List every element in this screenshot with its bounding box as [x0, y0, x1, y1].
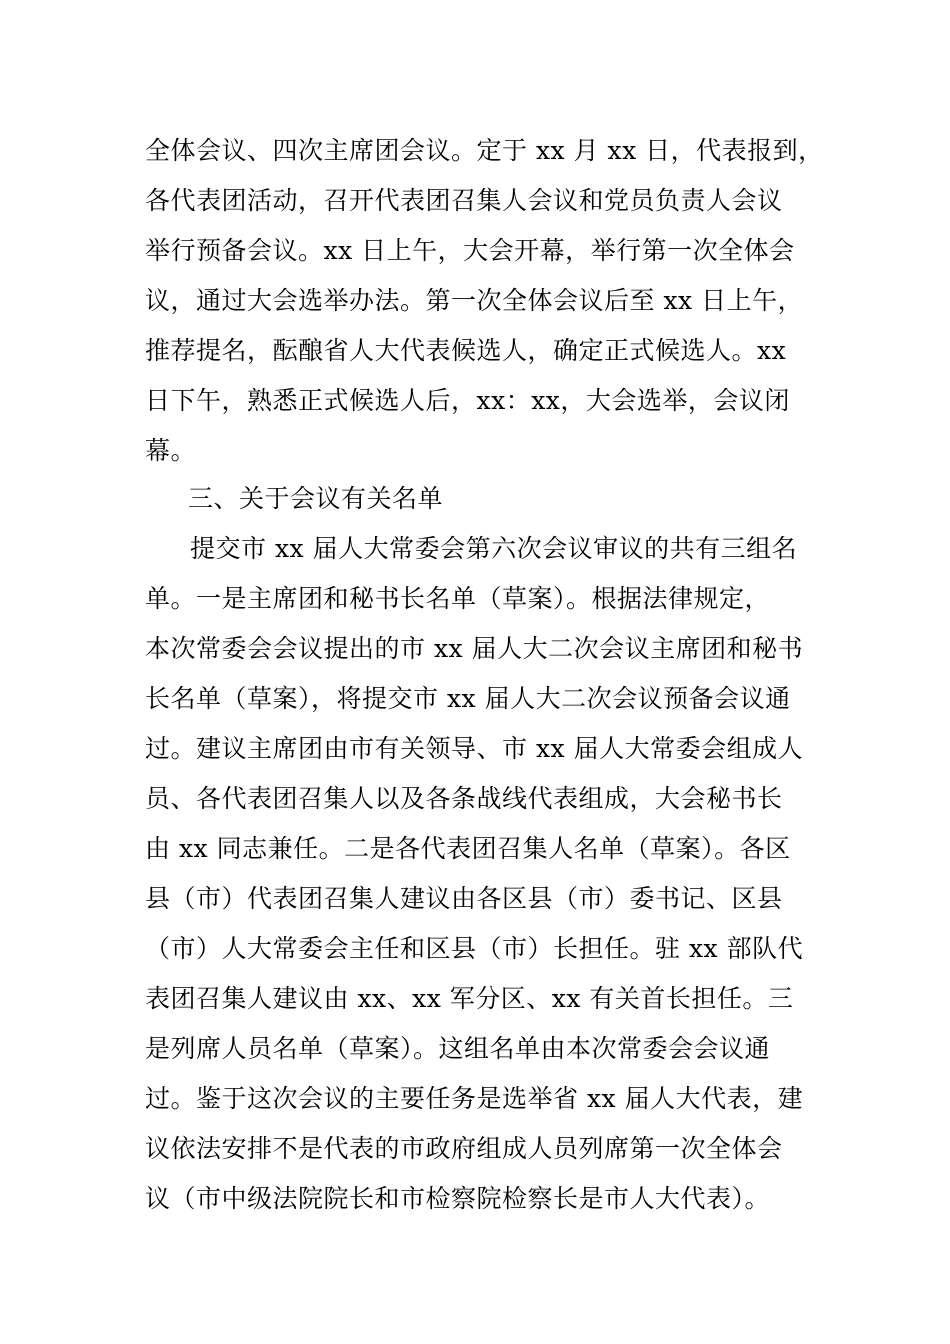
paragraph-line: 幕。 — [145, 436, 197, 465]
paragraph-line: 县（市）代表团召集人建议由各区县（市）委书记、区县 — [145, 884, 783, 913]
paragraph-line: 议，通过大会选举办法。第一次全体会议后至 xx 日上午， — [145, 286, 804, 315]
paragraph-line: 推荐提名，酝酿省人大代表候选人，确定正式候选人。xx — [145, 336, 787, 365]
paragraph-line: 过。鉴于这次会议的主要任务是选举省 xx 届人大代表，建 — [145, 1084, 804, 1113]
paragraph-line: 是列席人员名单（草案）。这组名单由本次常委会会议通 — [145, 1034, 771, 1063]
section-heading: 三、关于会议有关名单 — [188, 484, 444, 513]
paragraph-line: 由 xx 同志兼任。二是各代表团召集人名单（草案）。各区 — [145, 834, 791, 863]
paragraph-line: 举行预备会议。xx 日上午，大会开幕，举行第一次全体会 — [145, 236, 795, 265]
paragraph-line: 表团召集人建议由 xx、xx 军分区、xx 有关首长担任。三 — [145, 984, 794, 1013]
paragraph-line: 议依法安排不是代表的市政府组成人员列席第一次全体会 — [145, 1134, 783, 1163]
paragraph-line: 提交市 xx 届人大常委会第六次会议审议的共有三组名 — [190, 534, 798, 563]
paragraph-line: 长名单（草案），将提交市 xx 届人大二次会议预备会议通 — [145, 684, 791, 713]
paragraph-line: 各代表团活动，召开代表团召集人会议和党员负责人会议 — [145, 186, 783, 215]
paragraph-line: 过。建议主席团由市有关领导、市 xx 届人大常委会组成人 — [145, 734, 804, 763]
paragraph-line: 全体会议、四次主席团会议。定于 xx 月 xx 日，代表报到， — [145, 136, 824, 165]
paragraph-line: （市）人大常委会主任和区县（市）长担任。驻 xx 部队代 — [145, 934, 804, 963]
paragraph-line: 日下午，熟悉正式候选人后，xx：xx，大会选举，会议闭 — [145, 386, 790, 415]
paragraph-line: 单。一是主席团和秘书长名单（草案）。根据法律规定， — [145, 584, 771, 613]
paragraph-line: 议（市中级法院院长和市检察院检察长是市人大代表）。 — [145, 1184, 771, 1213]
paragraph-line: 本次常委会会议提出的市 xx 届人大二次会议主席团和秘书 — [145, 634, 804, 663]
paragraph-line: 员、各代表团召集人以及各条战线代表组成，大会秘书长 — [145, 784, 783, 813]
